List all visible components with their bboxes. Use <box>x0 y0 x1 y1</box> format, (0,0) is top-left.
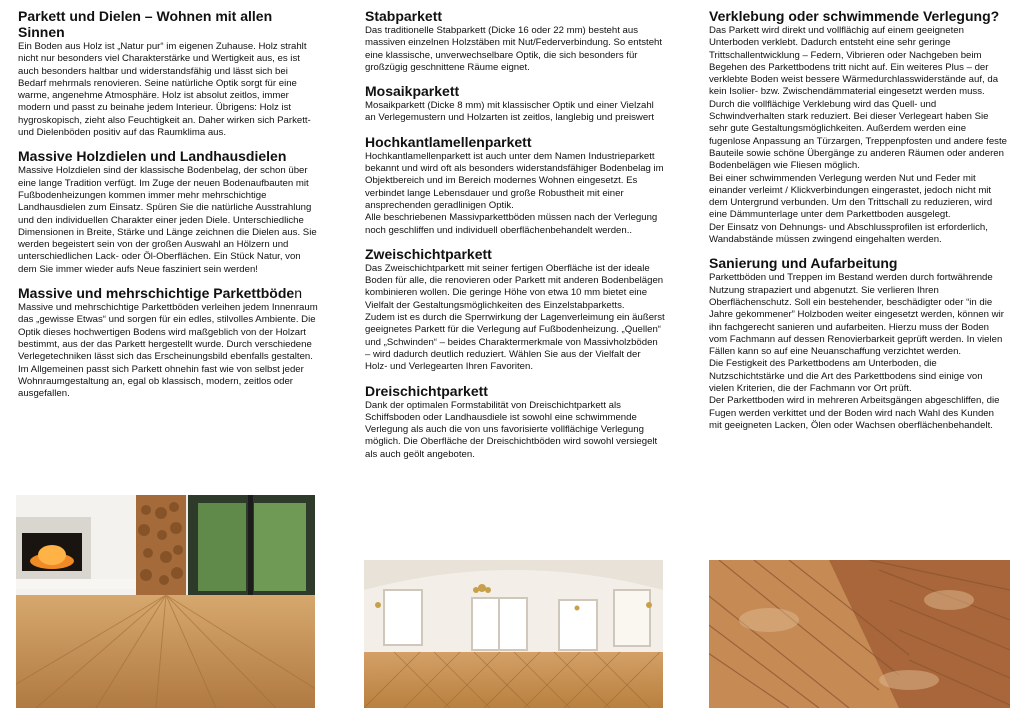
text-abschleifen: Der Parkettboden wird in mehreren Arbeitsgängen abgeschliffen, die Fugen werden verkittet und der Boden wird nach Wahl des Kunden mit geeigneten Lacken, Ölen oder Wachsen oberflächenbehandelt. <box>709 395 1000 431</box>
text-dehnungsprofile: Der Einsatz von Dehnungs- und Abschlussprofilen ist erforderlich, Wandabstände müssen zwingend eingehalten werden. <box>709 221 988 246</box>
text-festigkeit: Die Festigkeit des Parkettbodens am Unterboden, die Nutzschichtstärke und die Art des Parkettbodens sind einige von vielen Kriterien, die der Fachmann vor Ort prüft. <box>709 358 983 395</box>
text-hochkantlamellenparkett: Hochkantlamellenparkett ist auch unter dem Namen Industrieparkett bekannt und wird oft als besonders widerstandsfähiger Bodenbelag im Objektbereich und im Bereich modernes Wohnen eingesetzt. Es verbindet lange Lebensdauer und große Robustheit mit einer ansprechenden geradlinigen Optik. <box>365 150 664 211</box>
photo-living-room-fireplace <box>16 495 315 708</box>
text-zweischichtparkett: Das Zweischichtparkett mit seiner fertigen Oberfläche ist der ideale Boden für alle, die renovieren oder Parkett mit anderen Bodenbelägen kombinieren wollen. Die geringe Höhe von etwa 10 mm bietet eine Vielfalt der Gestaltungsmöglichkeiten des Einzelstabparketts. <box>365 262 664 311</box>
text-verklebung: Das Parkett wird direkt und vollflächig auf einem geeigneten Unterboden verklebt. Dadurch entsteht eine sehr geringe Trittschallentwicklung – Federn, Vibrieren oder Nachgeben beim Begehen des Parkettbodens tritt nicht auf. Ein weiteres Plus – der verklebte Boden weist bessere Wärmedurchlasswiderstände auf, da kein Isolier- bzw. Zwischendämmaterial eingesetzt werden muss. Durch die vollflächige Verklebung wird das Quell- und Schwindverhalten stark reduziert. Bei dieser Verlegeart haben Sie sehr gute Gestaltungsmöglichkeiten. Außerdem werden eine fugenlose Anpassung an Türzargen, Treppenpfosten und andere feste Bauteile sowie schöne Übergänge zu anderen Räumen oder anderen Bodenbelägen wie Fliesen möglich. <box>709 25 1007 172</box>
photo-room-herringbone-parquet <box>364 560 663 708</box>
heading-dreischichtparkett: Dreischichtparkett <box>365 382 488 399</box>
text-massivparkett-hinweis: Alle beschriebenen Massivparkettböden müssen nach der Verlegung noch geschliffen und individuell oberflächenbehandelt werden.. <box>365 212 658 236</box>
heading-massive-holzdielen: Massive Holzdielen und Landhausdielen <box>18 148 287 165</box>
heading-parkett-dielen: Parkett und Dielen – Wohnen mit allen Sinnen <box>18 8 273 40</box>
heading-sanierung: Sanierung und Aufarbeitung <box>709 255 898 272</box>
heading-mosaikparkett: Mosaikparkett <box>365 83 460 100</box>
text-massive-holzdielen: Massive Holzdielen sind der klassische Bodenbelag, der schon über eine lange Tradition verfügt. Im Zuge der neuen Bodenaufbauten mit Fußbodenheizungen kommen immer mehr mehrschichtige Landhausdielen zum Einsatz. Spüren Sie die natürliche Ausstrahlung und den individuellen Charakter einer jeden Diele. Unterschiedliche Dimensionen in Breite, Stärke und Länge zeichnen die Dielen aus. Sie werden begeistert sein von der großen Auswahl an Hölzern und unterschiedlichen Lack- oder Öl-Oberflächen. Ein Stück Natur, von dem Sie immer wieder aufs Neue fasziniert sein werden! <box>18 165 317 275</box>
photo-worn-parquet-closeup <box>709 560 1010 708</box>
text-dreischichtparkett: Dank der optimalen Formstabilität von Dreischichtparkett als Schiffsboden oder Landhausdiele ist sowohl eine schwimmende Verlegung als auch die von uns favorisierte vollflächige Verlegung möglich. Die Oberfläche der Dreischichtböden wird sowohl versiegelt als auch geölt angeboten. <box>365 399 658 460</box>
column-right <box>709 8 1009 432</box>
heading-verklebung: Verklebung oder schwimmende Verlegung? <box>709 8 1000 24</box>
column-middle <box>365 8 665 461</box>
text-mosaikparkett: Mosaikparkett (Dicke 8 mm) mit klassischer Optik und einer Vielzahl an Verlegemustern und Holzarten ist zeitlos, langlebig und preiswert <box>365 100 655 124</box>
heading-stabparkett: Stabparkett <box>365 8 443 24</box>
text-zweischichtparkett-2: Zudem ist es durch die Sperrwirkung der Lagenverleimung ein äußerst geeignetes Parkett für die Verlegung auf Fußbodenheizung. „Quellen“ und „Schwinden“ – beides Charaktermerkmale von Massivholzböden – wird dadurch deutlich reduziert. Wählen Sie aus der Vielfalt der Holz- und Verlegearten Ihren Favoriten. <box>365 312 665 373</box>
text-schwimmende-verlegung: Bei einer schwimmenden Verlegung werden Nut und Feder mit einander verleimt / Klickverbindungen eingerastet, jedoch nicht mit dem Untergrund verbunden. Um den Trittschall zu reduzieren, wird eine Dämmunterlage unter dem Parkettboden ausgelegt. <box>709 172 993 221</box>
text-stabparkett: Das traditionelle Stabparkett (Dicke 16 oder 22 mm) besteht aus massiven einzelnen Holzstäben mit Nut/Federverbindung. So entsteht eine klassische, unverwechselbare Optik, die sich besonders für großzügig geschnittene Räume eignet. <box>365 25 663 73</box>
heading-hochkantlamellenparkett: Hochkantlamellenparkett <box>365 133 532 150</box>
text-sanierung: Parkettböden und Treppen im Bestand werden durch fortwährende Nutzung strapaziert und abgenutzt. Sie verlieren Ihren Oberflächenschutz. Soll ein bestehender, beschädigter oder “in die Jahre gekommener” Holzboden weiter eingesetzt werden, können wir ihn fachgerecht sanieren und aufarbeiten. Hierzu muss der Boden vom Fachmann auf dessen Renovierbarkeit geprüft werden. In vielen Fällen kann so auf eine Neuanschaffung verzichtet werden. <box>709 272 1004 358</box>
column-left <box>18 8 318 400</box>
text-mehrschichtige-parkettboeden: Massive und mehrschichtige Parkettböden verleihen jedem Innenraum das „gewisse Etwas“ und sorgen für ein edles, stilvolles Ambiente. Die Optik dieses hochwertigen Bodens wird maßgeblich von der Holzart bestimmt, aus der das Parkett hergestellt wurde. Durch verschiedene Verlegetechniken lässt sich das Erscheinungsbild ebenfalls gestalten. Im Allgemeinen passt sich Parkett ohnehin fast wie von selbst jeder Wohnraumgestaltung an, egal ob klassisch, modern, zeitlos oder ausgefallen. <box>18 302 318 400</box>
heading-zweischichtparkett: Zweischichtparkett <box>365 245 492 262</box>
text-parkett-dielen: Ein Boden aus Holz ist „Natur pur“ im eigenen Zuhause. Holz strahlt nicht nur besonders viel Charakterstärke und Wertigkeit aus, es ist auch besonders haltbar und widerstandsfähig und lässt sich bei Bedarf mehrmals renovieren. Seine natürliche Optik sorgt für eine warme, angenehme Atmosphäre. Holz ist absolut zeitlos, immer modern und passt zu beinahe jedem Interieur. Übrigens: Holz ist hygroskopisch, zieht also Feuchtigkeit an. Daher wirken sich Parkett- und Dielenböden positiv auf das Raumklima aus. <box>18 41 311 139</box>
heading-mehrschichtige-parkettboeden: Massive und mehrschichtige Parkettböden <box>18 285 302 302</box>
